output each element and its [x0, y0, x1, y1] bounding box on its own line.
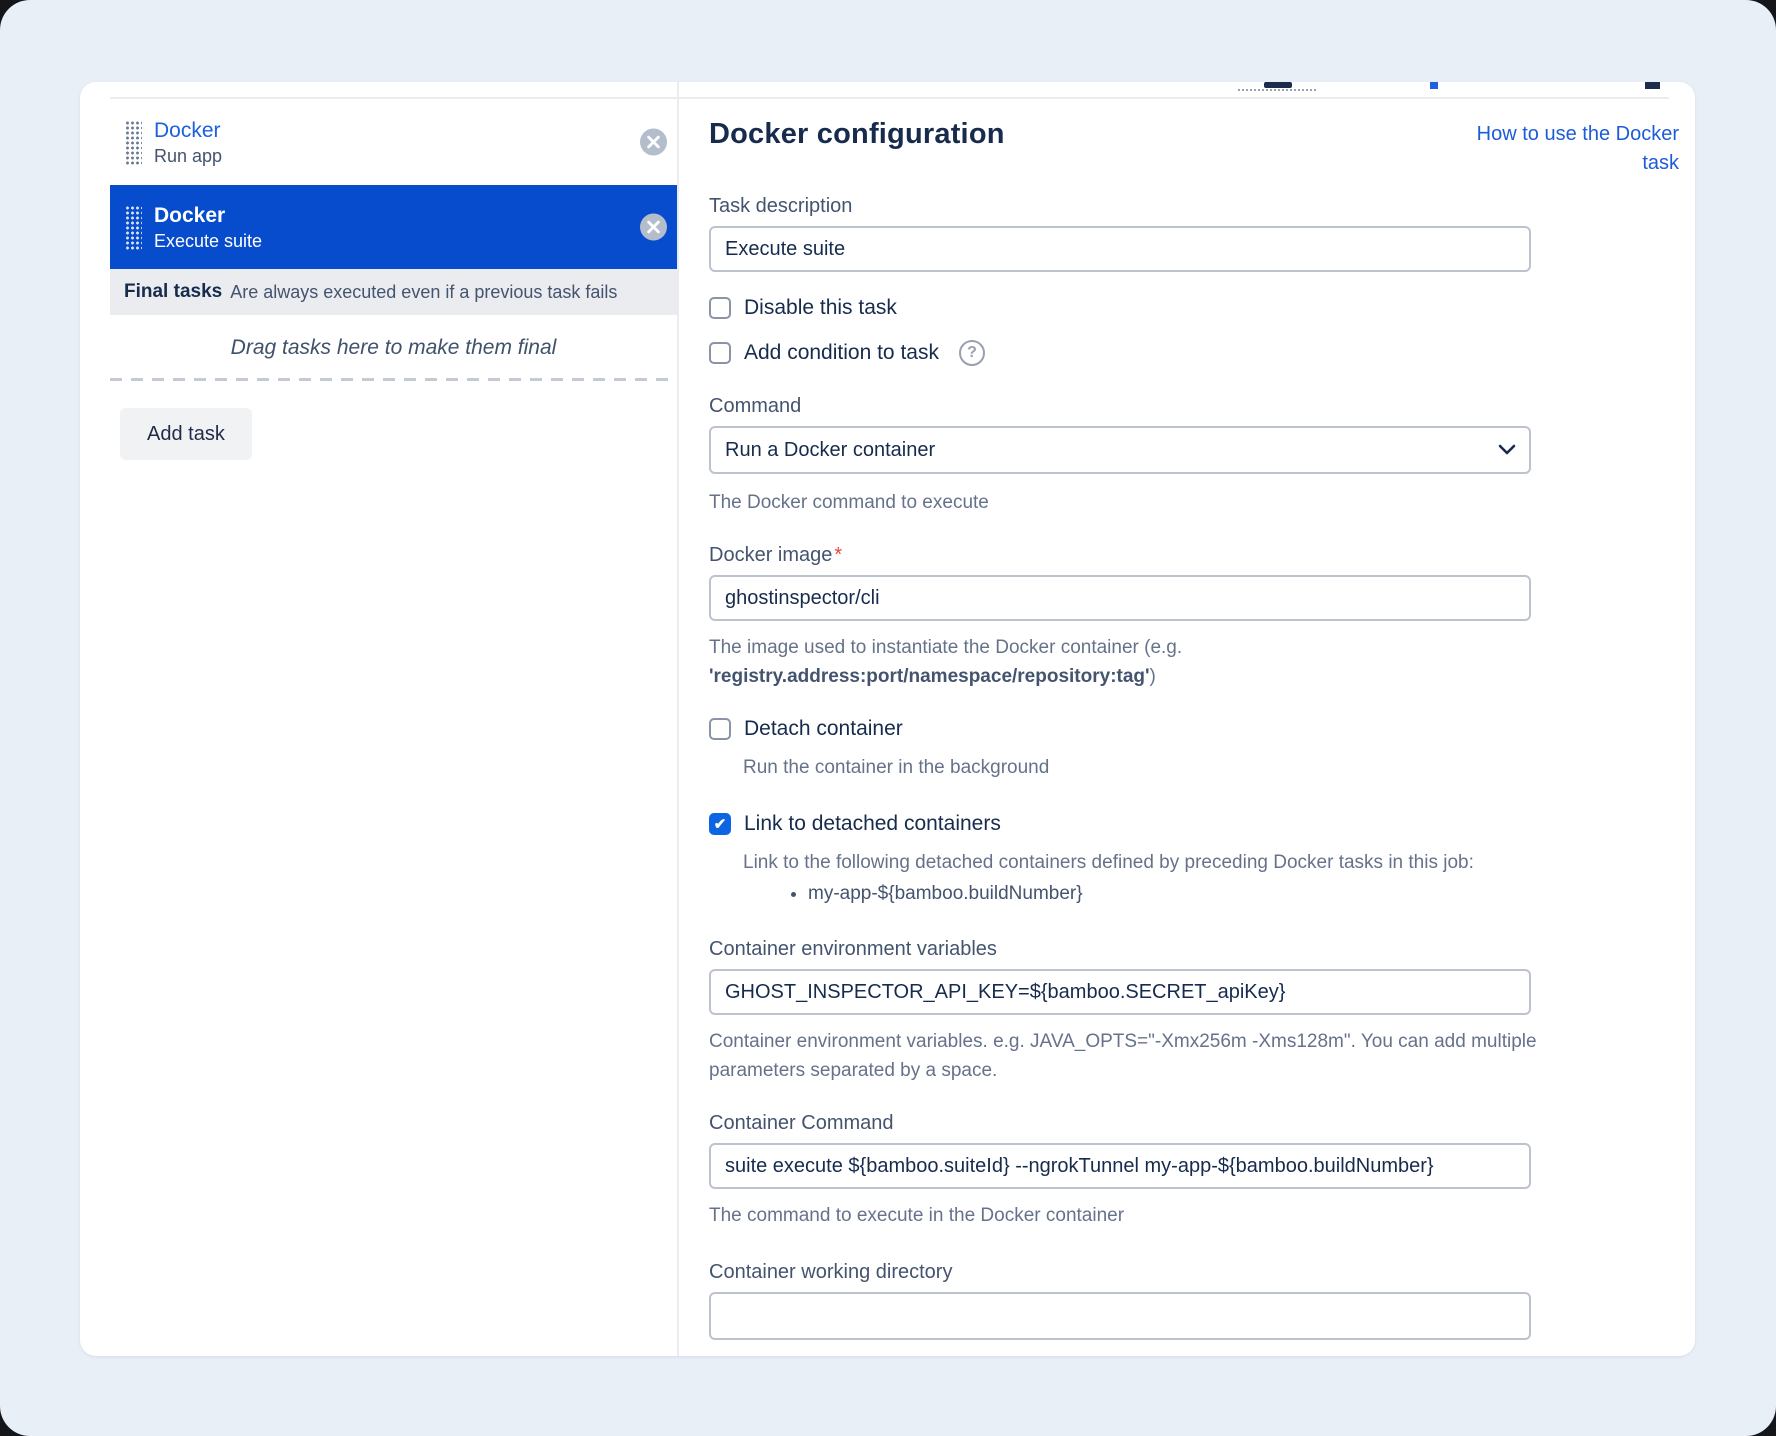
detach-container-checkbox[interactable] — [709, 718, 731, 740]
container-command-label: Container Command — [709, 1112, 894, 1134]
command-select[interactable] — [709, 426, 1531, 474]
remove-task-button[interactable] — [640, 129, 667, 156]
detach-container-label: Detach container — [744, 717, 903, 740]
task-subtitle: Run app — [154, 145, 223, 166]
drag-hint-text: Drag tasks here to make them final — [230, 336, 557, 359]
task-list — [110, 99, 677, 460]
link-detached-hint: Link to the following detached containers defined by preceding Docker tasks in this job: — [743, 852, 1474, 873]
env-vars-input[interactable] — [709, 969, 1531, 1015]
final-tasks-label: Final tasks — [124, 281, 223, 302]
detach-container-row[interactable] — [709, 717, 1679, 741]
link-detached-row[interactable] — [709, 812, 1679, 836]
config-header — [709, 118, 1679, 178]
task-subtitle: Execute suite — [154, 230, 263, 251]
close-icon — [647, 136, 660, 149]
required-asterisk: * — [834, 544, 843, 566]
command-select-wrap — [709, 426, 1531, 474]
link-detached-checkbox[interactable] — [709, 813, 731, 835]
add-condition-label: Add condition to task — [744, 341, 939, 364]
page-title: Docker configuration — [709, 118, 1005, 150]
final-tasks-header — [110, 269, 677, 315]
command-hint: The Docker command to execute — [709, 492, 989, 513]
task-item-execute-suite[interactable] — [110, 185, 677, 269]
container-command-input[interactable] — [709, 1143, 1531, 1189]
task-description-label: Task description — [709, 195, 853, 217]
add-task-button[interactable]: Add task — [120, 408, 252, 460]
final-tasks-drop-zone[interactable] — [110, 315, 677, 381]
working-directory-input[interactable] — [709, 1292, 1531, 1340]
link-detached-label: Link to detached containers — [744, 812, 1001, 835]
docker-configuration-panel — [677, 82, 1695, 1356]
detached-containers-list — [709, 880, 1679, 907]
command-label: Command — [709, 395, 802, 417]
how-to-use-docker-link[interactable]: How to use the Docker task — [1476, 123, 1679, 174]
disable-task-row[interactable] — [709, 296, 1679, 320]
final-tasks-description: Are always executed even if a previous task fails — [230, 281, 618, 302]
docker-image-input[interactable] — [709, 575, 1531, 621]
detached-container-item: • my-app-${bamboo.buildNumber} — [808, 880, 1679, 907]
add-condition-checkbox[interactable] — [709, 342, 731, 364]
remove-task-button[interactable] — [640, 214, 667, 241]
task-description-input[interactable] — [709, 226, 1531, 272]
task-title-link[interactable]: Docker — [154, 118, 221, 142]
working-directory-label: Container working directory — [709, 1261, 953, 1283]
disable-task-label: Disable this task — [744, 296, 897, 319]
env-vars-hint: Container environment variables. e.g. JAVA_OPTS="-Xmx256m -Xms128m". You can add multiple parameters separated by a space. — [709, 1031, 1537, 1081]
env-vars-label: Container environment variables — [709, 938, 997, 960]
close-icon — [647, 221, 660, 234]
task-title-link[interactable]: Docker — [154, 203, 226, 227]
detach-container-hint: Run the container in the background — [743, 757, 1050, 778]
docker-image-hint: The image used to instantiate the Docker container (e.g. 'registry.address:port/namespace/repository:tag') — [709, 637, 1183, 687]
drag-handle-icon[interactable] — [124, 120, 142, 165]
drag-handle-icon[interactable] — [124, 205, 142, 250]
docker-image-label: Docker image * — [709, 544, 843, 566]
tasks-configuration-card — [80, 82, 1695, 1356]
disable-task-checkbox[interactable] — [709, 297, 731, 319]
container-command-hint: The command to execute in the Docker container — [709, 1205, 1125, 1226]
help-icon[interactable]: ? — [959, 340, 985, 366]
add-condition-row[interactable] — [709, 340, 1679, 366]
task-item-run-app[interactable] — [110, 99, 677, 185]
